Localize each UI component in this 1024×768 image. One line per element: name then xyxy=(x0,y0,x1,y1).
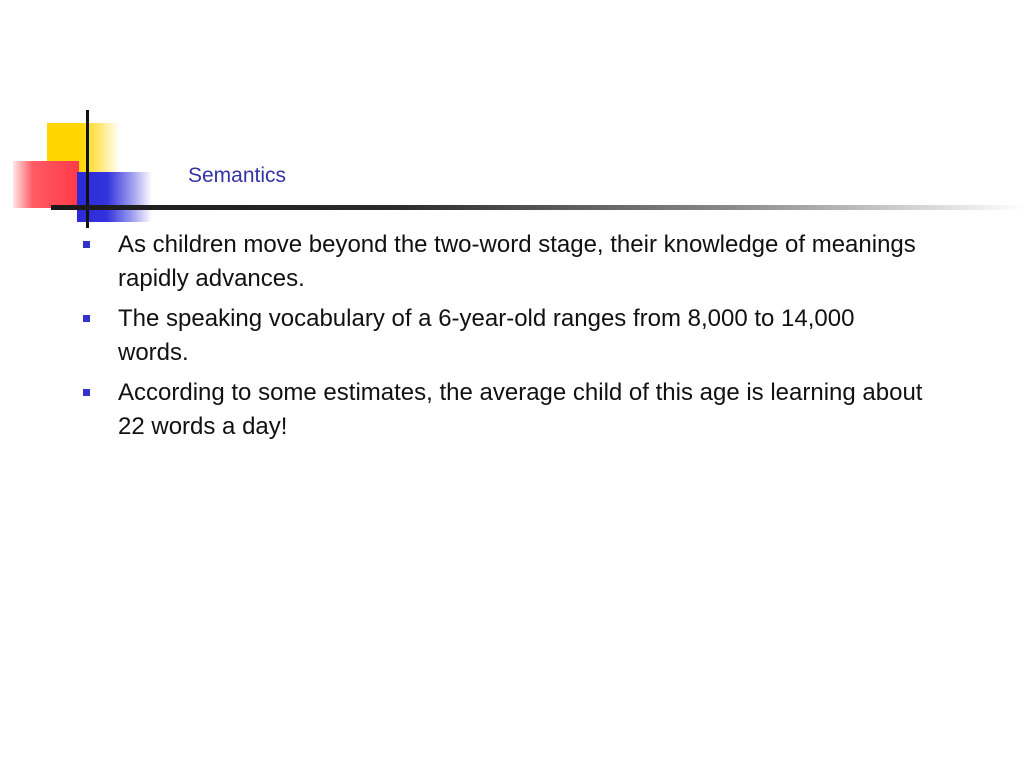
bullet-text: According to some estimates, the average child of this age is learning about 22 words a day! xyxy=(118,379,923,440)
bullet-item xyxy=(78,228,928,296)
bullet-text: As children move beyond the two-word stage, their knowledge of meanings rapidly advances. xyxy=(118,231,916,292)
bullet-list xyxy=(78,228,928,450)
bullet-item xyxy=(78,376,928,444)
square-bullet-icon xyxy=(83,315,90,322)
square-bullet-icon xyxy=(83,389,90,396)
bullet-item xyxy=(78,302,928,370)
decorative-vertical-line xyxy=(86,110,89,228)
slide-title: Semantics xyxy=(188,164,287,187)
title-underline-rule xyxy=(51,205,1024,210)
square-bullet-icon xyxy=(83,241,90,248)
decorative-red-square xyxy=(13,161,79,208)
bullet-text: The speaking vocabulary of a 6-year-old ranges from 8,000 to 14,000 words. xyxy=(118,305,855,366)
